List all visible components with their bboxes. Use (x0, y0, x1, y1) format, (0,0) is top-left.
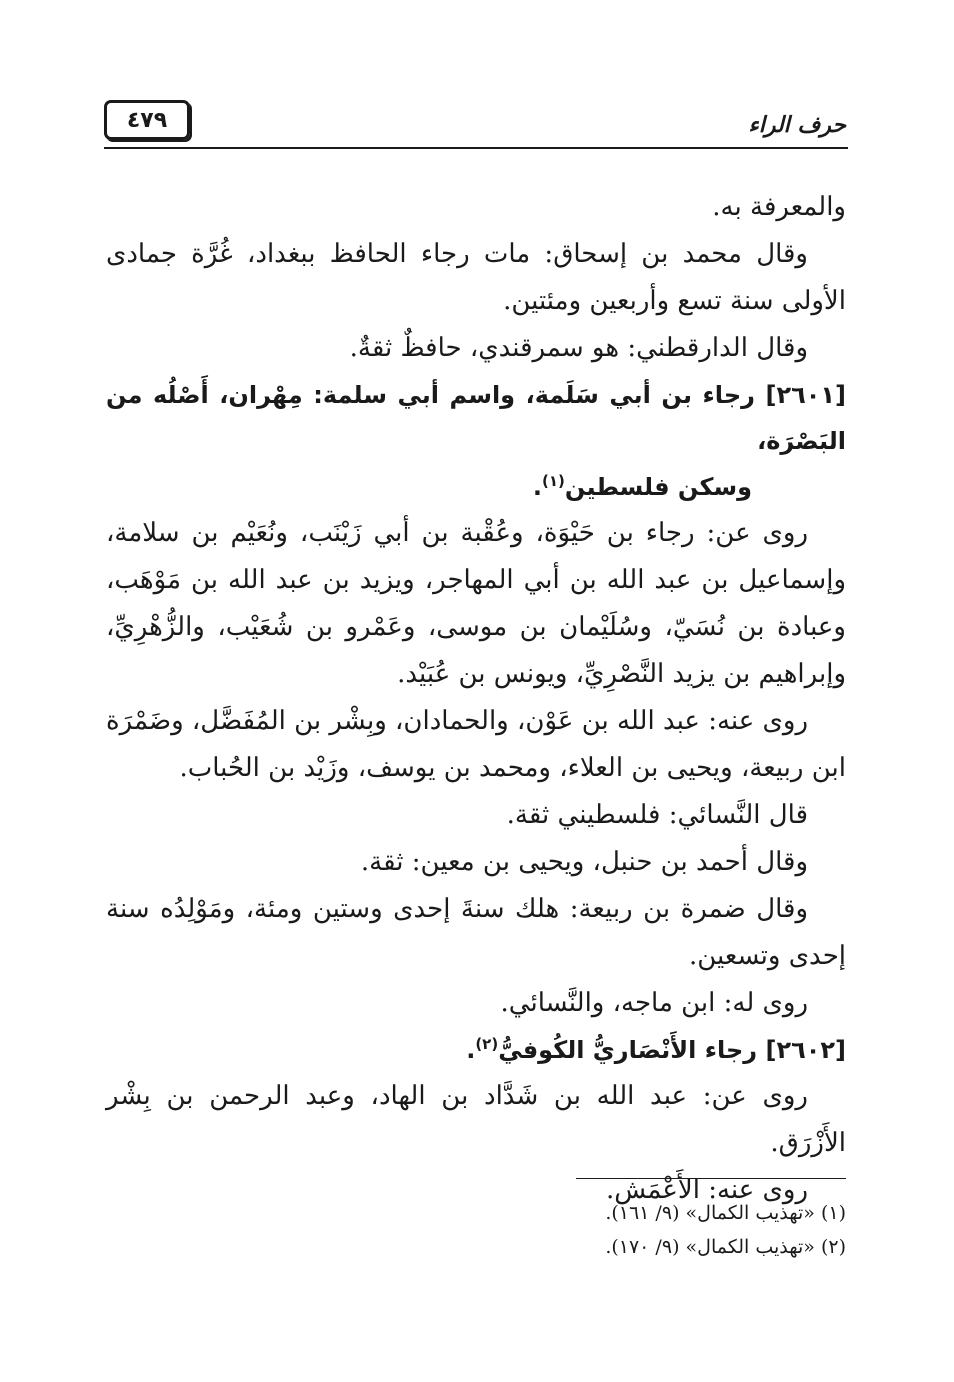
footnote: (٢) «تهذيب الكمال» (٩/ ١٧٠). (605, 1236, 846, 1258)
entry-heading: [٢٦٠١] رجاء بن أبي سَلَمة، واسم أبي سلمة: مِهْران، أَصْلُه من البَصْرَة، (106, 381, 846, 455)
paragraph: روى عن: عبد الله بن شَدَّاد بن الهاد، وعبد الرحمن بن بِشْر الأَزْرَق. (106, 1081, 846, 1158)
entry-heading-text: [٢٦٠٢] رجاء الأَنْصَاريُّ الكُوفيُّ (498, 1036, 846, 1064)
paragraph: وقال ضمرة بن ربيعة: هلك سنةَ إحدى وستين ومئة، ومَوْلِدُه سنة إحدى وتسعين. (106, 894, 846, 971)
entry-heading-continuation (106, 464, 846, 510)
header-rule (104, 147, 848, 149)
paragraph: قال النَّسائي: فلسطيني ثقة. (506, 800, 808, 830)
footnote: (١) «تهذيب الكمال» (٩/ ١٦١). (605, 1202, 846, 1224)
running-head: حرف الراء (748, 112, 846, 138)
main-text (106, 184, 846, 1214)
footnotes (106, 1196, 846, 1264)
paragraph: روى له: ابن ماجه، والنَّسائي. (500, 988, 808, 1018)
paragraph: والمعرفة به. (712, 192, 846, 222)
paragraph: روى عنه: عبد الله بن عَوْن، والحمادان، وبِشْر بن المُفَضَّل، وضَمْرَة ابن ربيعة، ويحيى بن العلاء، ومحمد بن يوسف، وزَيْد بن الحُباب. (106, 706, 846, 783)
paragraph: وقال أحمد بن حنبل، ويحيى بن معين: ثقة. (360, 847, 808, 877)
footnote-reference: (١) (541, 472, 565, 490)
page-number: ٤٧٩ (104, 100, 190, 140)
paragraph: وقال محمد بن إسحاق: مات رجاء الحافظ ببغداد، غُرَّة جمادى الأولى سنة تسع وأربعين ومئتين. (106, 239, 846, 316)
paragraph: وقال الدارقطني: هو سمرقندي، حافظٌ ثقةٌ. (349, 333, 808, 363)
paragraph: روى عنه: الأَعْمَش. (605, 1175, 808, 1205)
entry-heading-end: . (532, 473, 542, 501)
footnote-reference: (٢) (475, 1035, 499, 1053)
paragraph: روى عن: رجاء بن حَيْوَة، وعُقْبة بن أبي زَيْنَب، ونُعَيْم بن سلامة، وإسماعيل بن عبد الله بن أبي المهاجر، ويزيد بن عبد الله بن مَوْهَب، وعبادة بن نُسَيّ، وسُلَيْمان بن موسى، وعَمْرو بن شُعَيْب، والزُّهْرِيِّ، وإبراهيم بن يزيد النَّصْرِيِّ، ويونس بن عُبَيْد. (106, 518, 846, 689)
entry-heading-end: . (466, 1036, 476, 1064)
footnote-rule (576, 1178, 846, 1179)
entry-heading (106, 1027, 846, 1073)
entry-heading-text: وسكن فلسطين (564, 473, 752, 501)
